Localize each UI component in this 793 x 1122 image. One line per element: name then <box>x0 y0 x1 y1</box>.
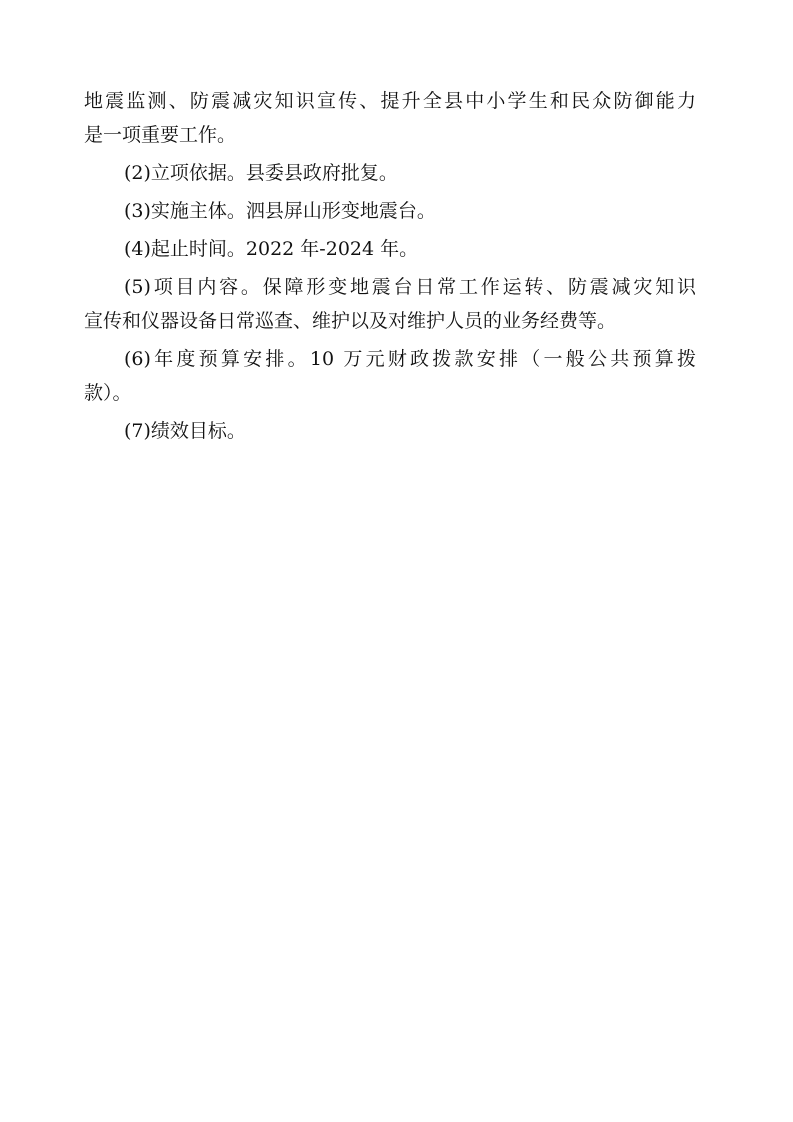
paragraph-implementing-entity: (3)实施主体。泗县屏山形变地震台。 <box>124 200 436 222</box>
paragraph-duration: (4)起止时间。2022 年-2024 年。 <box>124 238 419 260</box>
paragraph-line: 地震监测、防震减灾知识宣传、提升全县中小学生和民众防御能力 <box>84 90 696 112</box>
paragraph-performance-goals: (7)绩效目标。 <box>124 420 246 442</box>
document-body <box>84 84 696 452</box>
paragraph-continuation <box>84 84 696 152</box>
paragraph-project-basis: (2)立项依据。县委县政府批复。 <box>124 162 398 184</box>
paragraph-line: 是一项重要工作。 <box>84 124 237 146</box>
paragraph-line: 款）。 <box>84 382 132 404</box>
paragraph-line: (6)年度预算安排。10 万元财政拨款安排（一般公共预算拨 <box>124 348 696 370</box>
paragraph-annual-budget <box>84 342 696 410</box>
paragraph-project-content <box>84 270 696 338</box>
paragraph-line: (5)项目内容。保障形变地震台日常工作运转、防震减灾知识 <box>124 276 696 298</box>
paragraph-line: 宣传和仪器设备日常巡查、维护以及对维护人员的业务经费等。 <box>84 310 617 332</box>
